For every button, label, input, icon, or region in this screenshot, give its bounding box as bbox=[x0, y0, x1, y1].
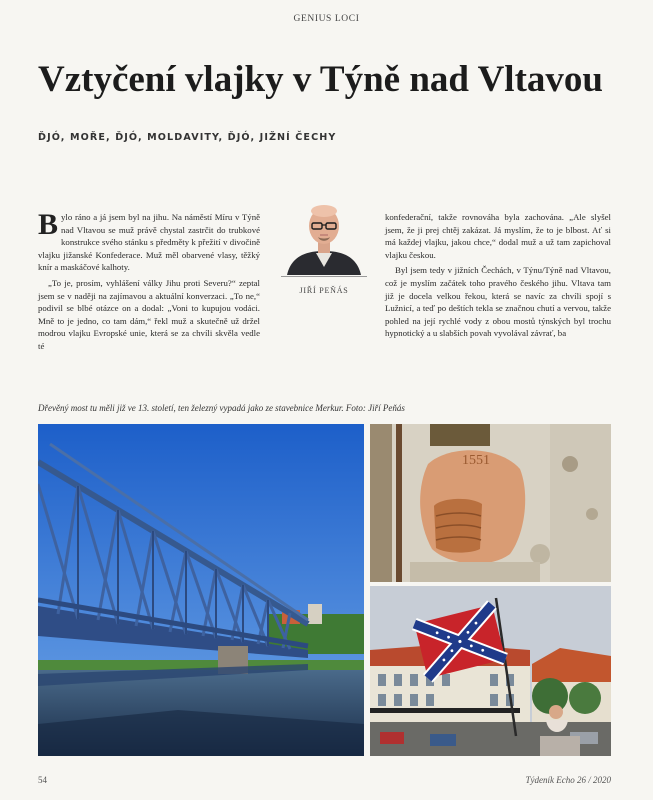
page-number: 54 bbox=[38, 775, 47, 785]
author-divider bbox=[281, 276, 367, 277]
section-label: GENIUS LOCI bbox=[293, 14, 360, 24]
paragraph: konfederační, takže rovnováha byla zachována. „Ale slyšel jsem, že ji prej chtěj zakázat. Já myslím, že to je blbost. Ať si má každej vlajku, jakou chce,“ dodal muž a už tam zapichoval vlajku českou. bbox=[385, 212, 611, 260]
wall-painting-photo bbox=[370, 424, 611, 582]
article-column-1 bbox=[38, 208, 260, 353]
issue-label: Týdeník Echo 26 / 2020 bbox=[525, 775, 611, 785]
paragraph: Bylo ráno a já jsem byl na jihu. Na náměstí Míru v Týně nad Vltavou se muž právě chystal zastrčit do trubkové konstrukce svého stánku s předměty k přežití v divočině vlajku jižanské Konfederace. Muž měl obarvené vlasy, těžký knír a maskáčové kalhoty. bbox=[38, 208, 260, 273]
dropcap: B bbox=[38, 208, 59, 241]
wall-year: 1551 bbox=[462, 453, 490, 468]
photo-caption: Dřevěný most tu měli již ve 13. století, ten železný vypadá jako ze stavebnice Merkur. Foto: Jiří Peňás bbox=[38, 403, 405, 413]
confederate-flag-photo bbox=[370, 586, 611, 756]
bridge-photo bbox=[38, 424, 364, 756]
author-portrait bbox=[281, 201, 367, 275]
paragraph: Byl jsem tedy v jižních Čechách, v Týnu/Týně nad Vltavou, což je myslím začátek toho pravého českého jihu. Vltava tam již je docela velkou řekou, která se navíc za chvíli spojí s Lužnicí, a teď po deštích tekla se značnou chutí a vervou, takže pohled na její rychlé vody z obou mostů týnských byl trochu hypnotický a u slabších povah vyvolával závrať, ba bbox=[385, 265, 611, 339]
author-name: JIŘÍ PEŇÁS bbox=[299, 286, 349, 295]
article-column-3 bbox=[385, 211, 611, 340]
article-subheadline: ĎJÓ, MOŘE, ĎJÓ, MOLDAVITY, ĎJÓ, JIŽNÍ ČECHY bbox=[38, 132, 337, 143]
paragraph: „To je, prosím, vyhlášení války Jihu proti Severu?“ zeptal jsem se v naději na zajímavou a aktuální konverzaci. „To ne,“ podivil se blbé otázce on a dodal: „Voni to kupujou vodáci. Mně to je jedno, co tam dám,“ řekl muž a skutečně už držel modrou vlajku Evropské unie, která se za chvíli skvěla vedle té bbox=[38, 277, 260, 351]
article-headline: Vztyčení vlajky v Týně nad Vltavou bbox=[38, 59, 603, 100]
